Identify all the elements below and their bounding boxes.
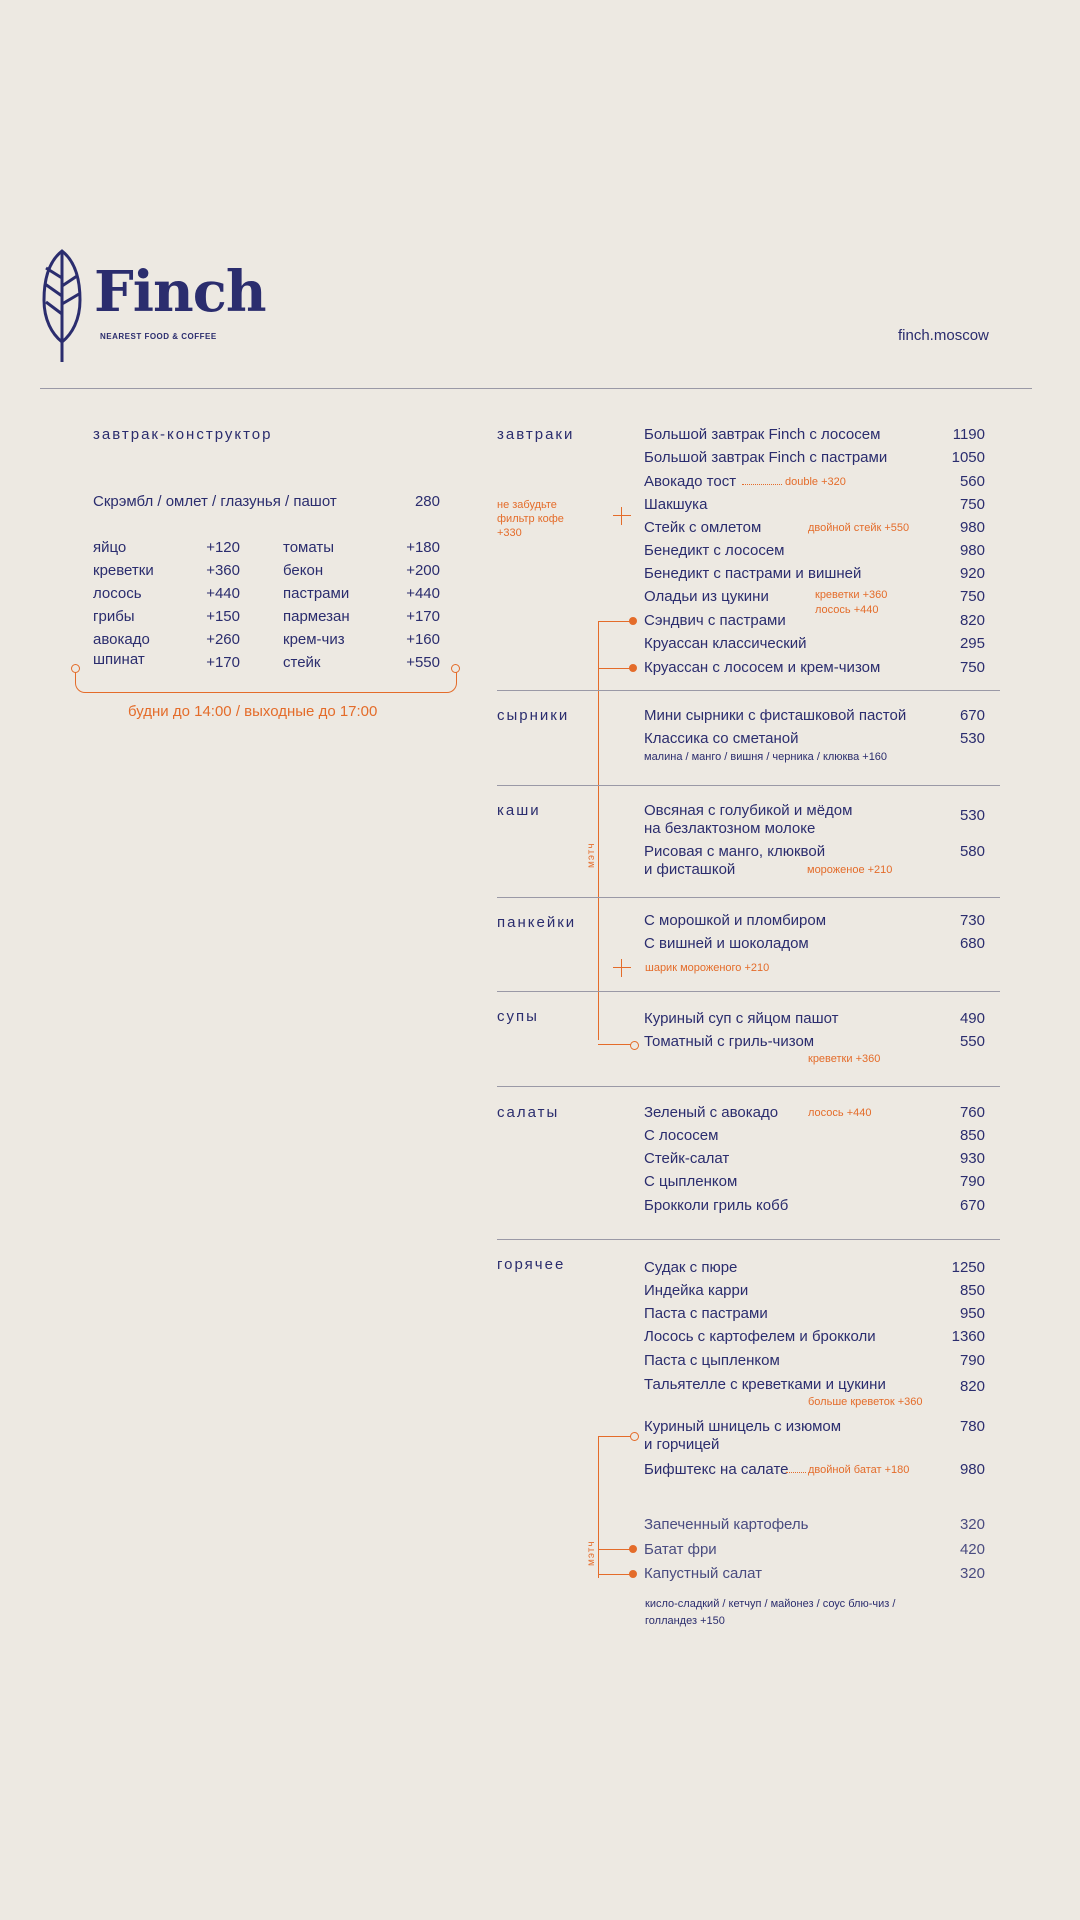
match-dot-icon: [629, 617, 637, 625]
menu-item-name: Томатный с гриль-чизом: [644, 1033, 815, 1050]
item-addon-note: креветки +360: [815, 589, 888, 601]
menu-item-price: 750: [959, 659, 985, 676]
menu-item-name: Мини сырники с фисташковой пастой: [644, 707, 907, 724]
menu-item-price: 820: [959, 612, 985, 629]
menu-item-price: 790: [959, 1352, 985, 1369]
plus-icon: [613, 959, 631, 977]
side-item-name: Батат фри: [644, 1541, 717, 1558]
match-connector: [598, 1436, 632, 1437]
addon-price: +180: [406, 539, 440, 556]
addon-name: пастрами: [283, 585, 350, 602]
section-divider: [497, 991, 1000, 992]
menu-item-price: 950: [959, 1305, 985, 1322]
logo: [40, 248, 266, 364]
item-addon-note: двойной стейк +550: [808, 522, 910, 534]
menu-item-price: 1250: [951, 1259, 985, 1276]
sauce-options: кисло-сладкий / кетчуп / майонез / соус блю-чиз /: [645, 1598, 896, 1610]
menu-item-name: Оладьи из цукини: [644, 588, 769, 605]
constructor-base-price: 280: [414, 493, 440, 510]
addon-name: авокадо: [93, 631, 150, 648]
section-title-hot: горячее: [497, 1256, 566, 1273]
menu-item-name: Круассан с лососем и крем-чизом: [644, 659, 881, 676]
match-connector: [598, 668, 632, 669]
constructor-title: завтрак-конструктор: [93, 426, 273, 443]
menu-item-name: Бифштекс на салате: [644, 1461, 789, 1478]
side-item-price: 320: [959, 1565, 985, 1582]
menu-item-name: Зеленый с авокадо: [644, 1104, 779, 1121]
menu-item-price: 820: [959, 1378, 985, 1395]
menu-item-price: 850: [959, 1127, 985, 1144]
section-divider: [497, 897, 1000, 898]
menu-item-price: 1360: [951, 1328, 985, 1345]
menu-item-name: Паста с цыпленком: [644, 1352, 780, 1369]
section-title-salads: салаты: [497, 1104, 560, 1121]
menu-item-name: Большой завтрак Finch с лососем: [644, 426, 881, 443]
plus-icon: [613, 507, 631, 525]
menu-item-name-line2: и фисташкой: [644, 861, 736, 878]
menu-item-price: 490: [959, 1010, 985, 1027]
item-addon-note: лосось +440: [815, 604, 879, 616]
menu-item-name: Рисовая с манго, клюквой: [644, 843, 826, 860]
section-divider: [497, 785, 1000, 786]
item-addon-note: мороженое +210: [807, 864, 893, 876]
section-title-pancakes: панкейки: [497, 914, 577, 931]
menu-item-name: Бенедикт с лососем: [644, 542, 785, 559]
addon-price: +170: [406, 608, 440, 625]
menu-item-name: Стейк с омлетом: [644, 519, 762, 536]
match-ring-icon: [630, 1432, 639, 1441]
side-item-name: Капустный салат: [644, 1565, 762, 1582]
menu-item-name: Индейка карри: [644, 1282, 749, 1299]
addon-price: +160: [406, 631, 440, 648]
menu-item-price: 550: [959, 1033, 985, 1050]
addon-name: грибы: [93, 608, 135, 625]
addon-price: +200: [406, 562, 440, 579]
dotted-leader: [786, 1472, 806, 1473]
menu-item-price: 750: [959, 496, 985, 513]
section-title-kashi: каши: [497, 802, 541, 819]
menu-item-price: 1050: [951, 449, 985, 466]
item-addon-note: double +320: [785, 476, 846, 488]
menu-item-name: С морошкой и пломбиром: [644, 912, 827, 929]
match-connector: [598, 621, 632, 622]
menu-item-price: 980: [959, 519, 985, 536]
menu-item-price: 790: [959, 1173, 985, 1190]
match-ring-icon: [630, 1041, 639, 1050]
coffee-note: не забудьте фильтр кофе +330: [497, 499, 564, 539]
menu-item-name: Сэндвич с пастрами: [644, 612, 786, 629]
addon-price: +170: [206, 654, 240, 671]
addon-name: лосось: [93, 585, 142, 602]
item-addon-note: лосось +440: [808, 1107, 872, 1119]
section-divider: [497, 1086, 1000, 1087]
addon-price: +260: [206, 631, 240, 648]
section-title-syrniki: сырники: [497, 707, 570, 724]
match-connector: [598, 1549, 632, 1550]
menu-item-price: 850: [959, 1282, 985, 1299]
menu-item-price: 670: [959, 707, 985, 724]
addon-name: пармезан: [283, 608, 350, 625]
match-label: мэтч: [586, 842, 597, 868]
side-item-price: 320: [959, 1516, 985, 1533]
menu-item-price: 780: [959, 1418, 985, 1435]
brand-name: Finch: [94, 259, 266, 325]
menu-item-name: Круассан классический: [644, 635, 807, 652]
match-connector: [598, 622, 599, 1040]
match-dot-icon: [629, 1545, 637, 1553]
menu-item-price: 530: [959, 807, 985, 824]
addon-price: +440: [206, 585, 240, 602]
menu-item-name: Лосось с картофелем и брокколи: [644, 1328, 876, 1345]
addon-price: +120: [206, 539, 240, 556]
side-item-price: 420: [959, 1541, 985, 1558]
menu-item-name: Шакшука: [644, 496, 708, 513]
section-title-soups: супы: [497, 1008, 539, 1025]
menu-item-name-line2: на безлактозном молоке: [644, 820, 816, 837]
menu-item-price: 580: [959, 843, 985, 860]
menu-item-name: Куриный шницель с изюмом: [644, 1418, 842, 1435]
addon-name: креветки: [93, 562, 154, 579]
addon-name: томаты: [283, 539, 335, 556]
menu-item-name: Брокколи гриль кобб: [644, 1197, 789, 1214]
feather-icon: [40, 248, 84, 364]
header-divider: [40, 388, 1032, 389]
menu-item-price: 760: [959, 1104, 985, 1121]
item-addon-note: креветки +360: [808, 1053, 881, 1065]
menu-item-price: 920: [959, 565, 985, 582]
menu-item-price: 560: [959, 473, 985, 490]
menu-item-price: 730: [959, 912, 985, 929]
addon-name: яйцо: [93, 539, 127, 556]
section-divider: [497, 1239, 1000, 1240]
dotted-leader: [742, 484, 782, 485]
menu-item-name: С цыпленком: [644, 1173, 738, 1190]
item-addon-note: двойной батат +180: [808, 1464, 910, 1476]
match-connector: [598, 1574, 632, 1575]
menu-item-price: 930: [959, 1150, 985, 1167]
menu-item-name: Тальятелле с креветками и цукини: [644, 1376, 886, 1393]
menu-item-name: Судак с пюре: [644, 1259, 738, 1276]
menu-item-price: 530: [959, 730, 985, 747]
menu-item-name: Бенедикт с пастрами и вишней: [644, 565, 862, 582]
menu-item-price: 750: [959, 588, 985, 605]
sauce-options-line2: голландез +150: [645, 1615, 725, 1627]
menu-item-price: 1190: [952, 426, 985, 443]
item-addon-note: больше креветок +360: [808, 1396, 923, 1408]
addon-price: +360: [206, 562, 240, 579]
bracket-end-icon: [451, 664, 460, 673]
match-connector: [598, 1436, 599, 1578]
addon-name: крем-чиз: [283, 631, 345, 648]
menu-item-price: 980: [959, 542, 985, 559]
addon-price: +150: [206, 608, 240, 625]
menu-item-name: Куриный суп с яйцом пашот: [644, 1010, 839, 1027]
match-connector: [598, 1044, 632, 1045]
match-dot-icon: [629, 664, 637, 672]
match-label: мэтч: [586, 1540, 597, 1566]
section-title-breakfast: завтраки: [497, 426, 575, 443]
match-dot-icon: [629, 1570, 637, 1578]
menu-item-price: 295: [959, 635, 985, 652]
addon-price: +440: [406, 585, 440, 602]
constructor-bracket: [75, 668, 457, 693]
menu-item-price: 980: [959, 1461, 985, 1478]
site-link[interactable]: finch.moscow: [898, 327, 989, 344]
addon-price: +550: [406, 654, 440, 671]
addon-name: шпинат: [93, 651, 145, 668]
item-options: малина / манго / вишня / черника / клюква +160: [644, 751, 888, 763]
menu-item-price: 680: [959, 935, 985, 952]
addon-name: стейк: [283, 654, 321, 671]
item-addon-note: шарик мороженого +210: [645, 962, 770, 974]
menu-item-name: Овсяная с голубикой и мёдом: [644, 802, 853, 819]
side-item-name: Запеченный картофель: [644, 1516, 809, 1533]
brand-tagline: NEAREST FOOD & COFFEE: [100, 332, 217, 341]
breakfast-hours: будни до 14:00 / выходные до 17:00: [128, 703, 378, 720]
bracket-end-icon: [71, 664, 80, 673]
section-divider: [497, 690, 1000, 691]
menu-item-name: Паста с пастрами: [644, 1305, 768, 1322]
menu-item-price: 670: [959, 1197, 985, 1214]
menu-item-name: С лососем: [644, 1127, 719, 1144]
menu-item-name: Стейк-салат: [644, 1150, 730, 1167]
menu-item-name: Классика со сметаной: [644, 730, 799, 747]
menu-item-name: С вишней и шоколадом: [644, 935, 809, 952]
menu-item-name: Большой завтрак Finch с пастрами: [644, 449, 888, 466]
constructor-base-name: Скрэмбл / омлет / глазунья / пашот: [93, 493, 337, 510]
menu-item-name-line2: и горчицей: [644, 1436, 720, 1453]
menu-item-name: Авокадо тост: [644, 473, 737, 490]
addon-name: бекон: [283, 562, 324, 579]
